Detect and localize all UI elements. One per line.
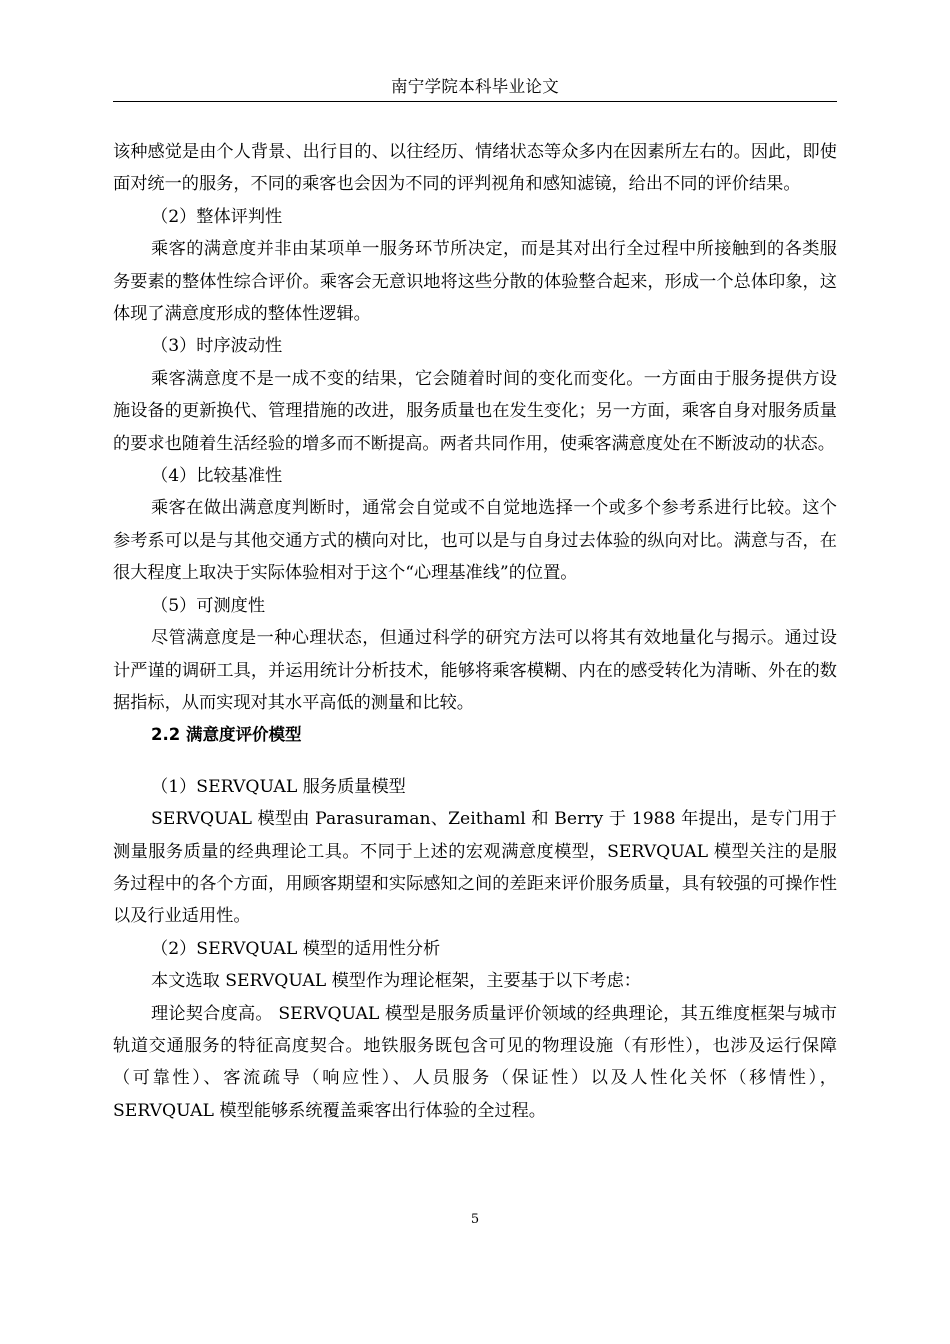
paragraph-servqual-model: SERVQUAL 模型由 Parasuraman、Zeithaml 和 Berry 于 1988 年提出，是专门用于测量服务质量的经典理论工具。不同于上述的宏观满意度模型，SERVQUAL 模型关注的是服务过程中的各个方面，用顾客期望和实际感知之间的差距来评价服务质量，具有较强的可操作性以及行业适用性。 bbox=[113, 809, 837, 927]
section-heading-2-2: 2.2 满意度评价模型 bbox=[151, 725, 302, 745]
header-rule bbox=[113, 101, 837, 102]
paragraph-overall-judgment: 乘客的满意度并非由某项单一服务环节所决定，而是其对出行全过程中所接触到的各类服务要素的整体性综合评价。乘客会无意识地将这些分散的体验整合起来，形成一个总体印象，这体现了满意度形成的整体性逻辑。 bbox=[113, 239, 837, 325]
page-number: 5 bbox=[470, 1212, 480, 1227]
paragraph-servqual-choice: 本文选取 SERVQUAL 模型作为理论框架，主要基于以下考虑： bbox=[151, 971, 641, 992]
paragraph-measurability: 尽管满意度是一种心理状态，但通过科学的研究方法可以将其有效地量化与揭示。通过设计严谨的调研工具，并运用统计分析技术，能够将乘客模糊、内在的感受转化为清晰、外在的数据指标，从而实现对其水平高低的测量和比较。 bbox=[113, 628, 837, 713]
subheading-measurability: （5）可测度性 bbox=[151, 595, 266, 616]
subheading-comparison-baseline: （4）比较基准性 bbox=[151, 466, 283, 487]
paragraph-servqual-fit: 理论契合度高。 SERVQUAL 模型是服务质量评价领域的经典理论，其五维度框架与城市轨道交通服务的特征高度契合。地铁服务既包含可见的物理设施（有形性），也涉及运行保障（可靠性）、客流疏导（响应性）、人员服务（保证性）以及人性化关怀（移情性），SERVQUAL 模型能够系统覆盖乘客出行体验的全过程。 bbox=[113, 1003, 837, 1121]
page-body bbox=[113, 136, 837, 1127]
paragraph-comparison-baseline: 乘客在做出满意度判断时，通常会自觉或不自觉地选择一个或多个参考系进行比较。这个参考系可以是与其他交通方式的横向对比，也可以是与自身过去体验的纵向对比。满意与否，在很大程度上取决于实际体验相对于这个“心理基准线”的位置。 bbox=[113, 498, 837, 584]
paragraph-temporal-fluctuation: 乘客满意度不是一成不变的结果，它会随着时间的变化而变化。一方面由于服务提供方设施设备的更新换代、管理措施的改进，服务质量也在发生变化；另一方面，乘客自身对服务质量的要求也随着生活经验的增多而不断提高。两者共同作用，使乘客满意度处在不断波动的状态。 bbox=[113, 368, 837, 454]
subheading-servqual-model: （1）SERVQUAL 服务质量模型 bbox=[151, 776, 406, 797]
subheading-temporal-fluctuation: （3）时序波动性 bbox=[151, 336, 283, 357]
subheading-overall-judgment: （2）整体评判性 bbox=[151, 206, 283, 227]
paragraph-intro: 该种感觉是由个人背景、出行目的、以往经历、情绪状态等众多内在因素所左右的。因此，即使面对统一的服务，不同的乘客也会因为不同的评判视角和感知滤镜，给出不同的评价结果。 bbox=[113, 142, 837, 195]
subheading-servqual-applicability: （2）SERVQUAL 模型的适用性分析 bbox=[151, 938, 441, 959]
running-header: 南宁学院本科毕业论文 bbox=[391, 77, 559, 96]
